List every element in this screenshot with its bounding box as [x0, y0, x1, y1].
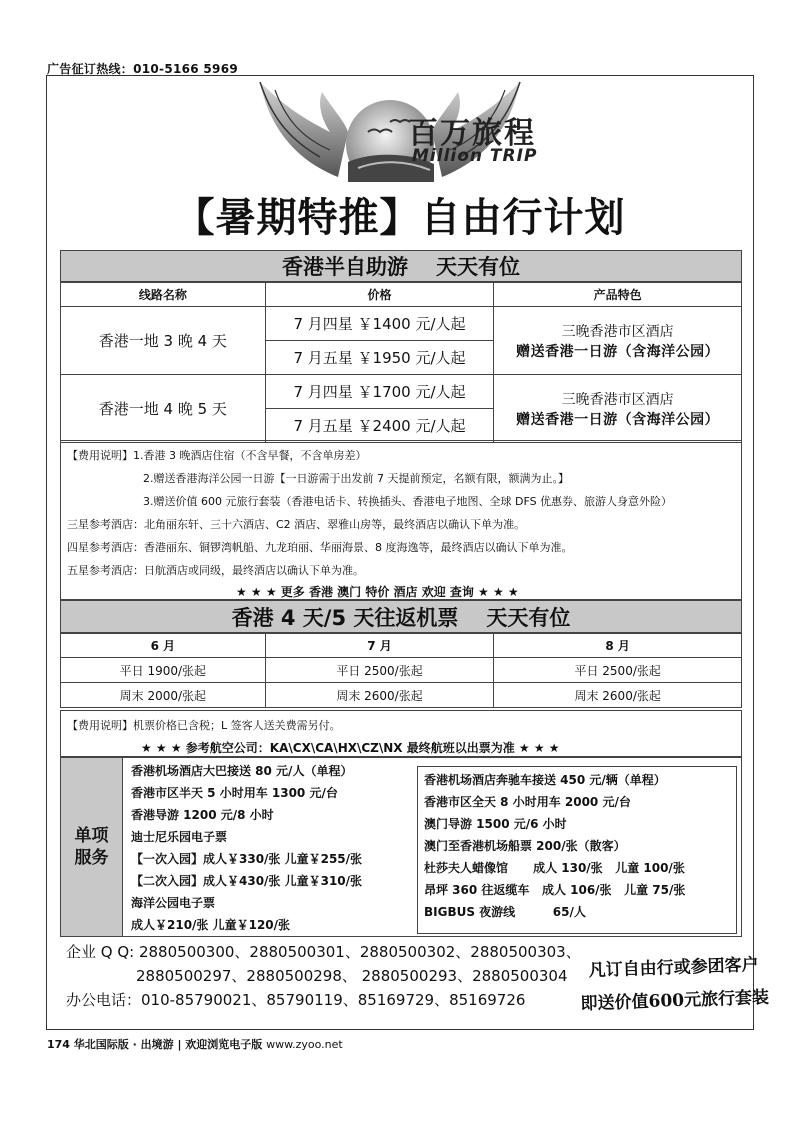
section1-title-band	[60, 250, 742, 282]
note-line: 五星参考酒店：日航酒店或同级，最终酒店以确认下单为准。	[67, 564, 364, 577]
route-price: 7 月五星 ￥1950 元/人起	[265, 341, 494, 375]
route-name: 香港一地 4 晚 5 天	[61, 375, 266, 443]
route-name: 香港一地 3 晚 4 天	[61, 307, 266, 375]
month-header-row	[61, 634, 742, 658]
service-item: 香港市区半天 5 小时用车 1300 元/台	[131, 786, 338, 800]
section1-notes	[60, 440, 742, 600]
weekday-price: 平日 2500/张起	[494, 658, 742, 683]
services-label-line: 服务	[74, 848, 109, 868]
weekend-price: 周末 2600/张起	[494, 683, 742, 708]
hk-package-table	[60, 282, 742, 443]
footer-url[interactable]: www.zyoo.net	[266, 1038, 343, 1051]
services-right-list	[417, 766, 737, 934]
note-line: 四星参考酒店：香港丽东、铜锣湾帆船、九龙珀丽、华丽海景、8 度海逸等，最终酒店以确认下单为准。	[67, 541, 573, 554]
route-feature	[494, 307, 742, 375]
feature-gift: 赠送香港一日游（含海洋公园）	[516, 343, 720, 360]
note-line: 3.赠送价值 600 元旅行套装（香港电话卡、转换插头、香港电子地图、全球 DFS 优惠券、旅游人身意外险）	[143, 495, 673, 508]
service-item: 【二次入园】成人￥430/张 儿童￥310/张	[131, 874, 363, 888]
airfare-note: 【费用说明】机票价格已含税；L 签客人送关费需另付。	[67, 719, 341, 732]
services-label-line: 单项	[74, 826, 109, 846]
service-item: 杜莎夫人蜡像馆 成人 130/张 儿童 100/张	[424, 861, 685, 875]
weekday-price: 平日 2500/张起	[265, 658, 494, 683]
more-deals-line: ★ ★ ★ 更多 香港 澳门 特价 酒店 欢迎 查询 ★ ★ ★	[236, 585, 519, 599]
service-item: BIGBUS 夜游线 65/人	[424, 905, 586, 919]
table-header-row	[61, 283, 742, 307]
feature-hotel: 三晚香港市区酒店	[561, 391, 674, 408]
service-item: 香港机场酒店大巴接送 80 元/人（单程）	[131, 764, 353, 778]
route-price: 7 月五星 ￥2400 元/人起	[265, 409, 494, 443]
service-item: 【一次入园】成人￥330/张 儿童￥255/张	[131, 852, 363, 866]
promo-line: 即送价值600元旅行套装	[580, 987, 770, 1015]
feature-gift: 赠送香港一日游（含海洋公园）	[516, 411, 720, 428]
month-cell: 8 月	[494, 634, 742, 658]
service-item: 香港导游 1200 元/8 小时	[131, 808, 274, 822]
note-line: 三星参考酒店：北角丽东轩、三十六酒店、C2 酒店、翠雅山房等，最终酒店以确认下单为准。	[67, 518, 526, 531]
header-route: 线路名称	[61, 283, 266, 307]
header-feature: 产品特色	[494, 283, 742, 307]
ad-hotline: 广告征订热线：010-5166 5969	[47, 62, 239, 76]
promo-line: 凡订自由行或参团客户	[588, 955, 759, 981]
office-phone: 办公电话：010-85790021、85790119、85169729、85169726	[66, 991, 526, 1009]
section2-subtitle: 天天有位	[486, 605, 571, 630]
single-services	[60, 757, 742, 937]
services-label	[61, 758, 123, 936]
weekend-row	[61, 683, 742, 708]
weekday-row	[61, 658, 742, 683]
service-item: 澳门至香港机场船票 200/张（散客）	[424, 839, 626, 853]
service-item: 成人￥210/张 儿童￥120/张	[131, 918, 291, 932]
service-item: 澳门导游 1500 元/6 小时	[424, 817, 567, 831]
weekend-price: 周末 2000/张起	[61, 683, 266, 708]
headline: 【暑期特推】自由行计划	[174, 194, 626, 241]
month-cell: 6 月	[61, 634, 266, 658]
section2-notes	[60, 710, 742, 757]
page-footer	[47, 1036, 343, 1052]
logo-name-en: Million TRIP	[412, 146, 538, 166]
table-row	[61, 307, 742, 341]
service-item: 昂坪 360 往返缆车 成人 106/张 儿童 75/张	[424, 883, 686, 897]
section1-title: 香港半自助游	[282, 255, 408, 279]
weekday-price: 平日 1900/张起	[61, 658, 266, 683]
footer-text: 174 华北国际版 · 出境游 | 欢迎浏览电子版	[47, 1038, 263, 1051]
service-item: 香港机场酒店奔驰车接送 450 元/辆（单程）	[424, 773, 666, 787]
promo-stamp	[579, 949, 770, 1022]
logo-name-cn: 百万旅程	[408, 116, 536, 151]
service-item: 香港市区全天 8 小时用车 2000 元/台	[424, 795, 631, 809]
month-cell: 7 月	[265, 634, 494, 658]
route-price: 7 月四星 ￥1400 元/人起	[265, 307, 494, 341]
weekend-price: 周末 2600/张起	[265, 683, 494, 708]
service-item: 海洋公园电子票	[131, 896, 216, 910]
section2-title-band	[60, 600, 742, 633]
note-line: 【费用说明】1.香港 3 晚酒店住宿（不含早餐，不含单房差）	[67, 449, 367, 462]
qq-line: 2880500297、2880500298、 2880500293、2880500304	[136, 967, 568, 985]
feature-hotel: 三晚香港市区酒店	[561, 323, 674, 340]
airfare-table	[60, 633, 742, 708]
section2-title: 香港 4 天/5 天往返机票	[231, 605, 459, 630]
section1-subtitle: 天天有位	[436, 255, 520, 279]
route-price: 7 月四星 ￥1700 元/人起	[265, 375, 494, 409]
note-line: 2.赠送香港海洋公园一日游【一日游需于出发前 7 天提前预定，名额有限，额满为止。】	[143, 472, 569, 485]
route-feature	[494, 375, 742, 443]
header-price: 价格	[265, 283, 494, 307]
table-row	[61, 375, 742, 409]
airlines-line: ★ ★ ★ 参考航空公司：KA\CX\CA\HX\CZ\NX 最终航班以出票为准 ★ ★ ★	[141, 741, 560, 755]
service-item: 迪士尼乐园电子票	[131, 830, 228, 844]
services-left-list	[131, 760, 411, 936]
qq-line: 企业 Q Q: 2880500300、2880500301、2880500302、2880500303、	[66, 943, 581, 961]
